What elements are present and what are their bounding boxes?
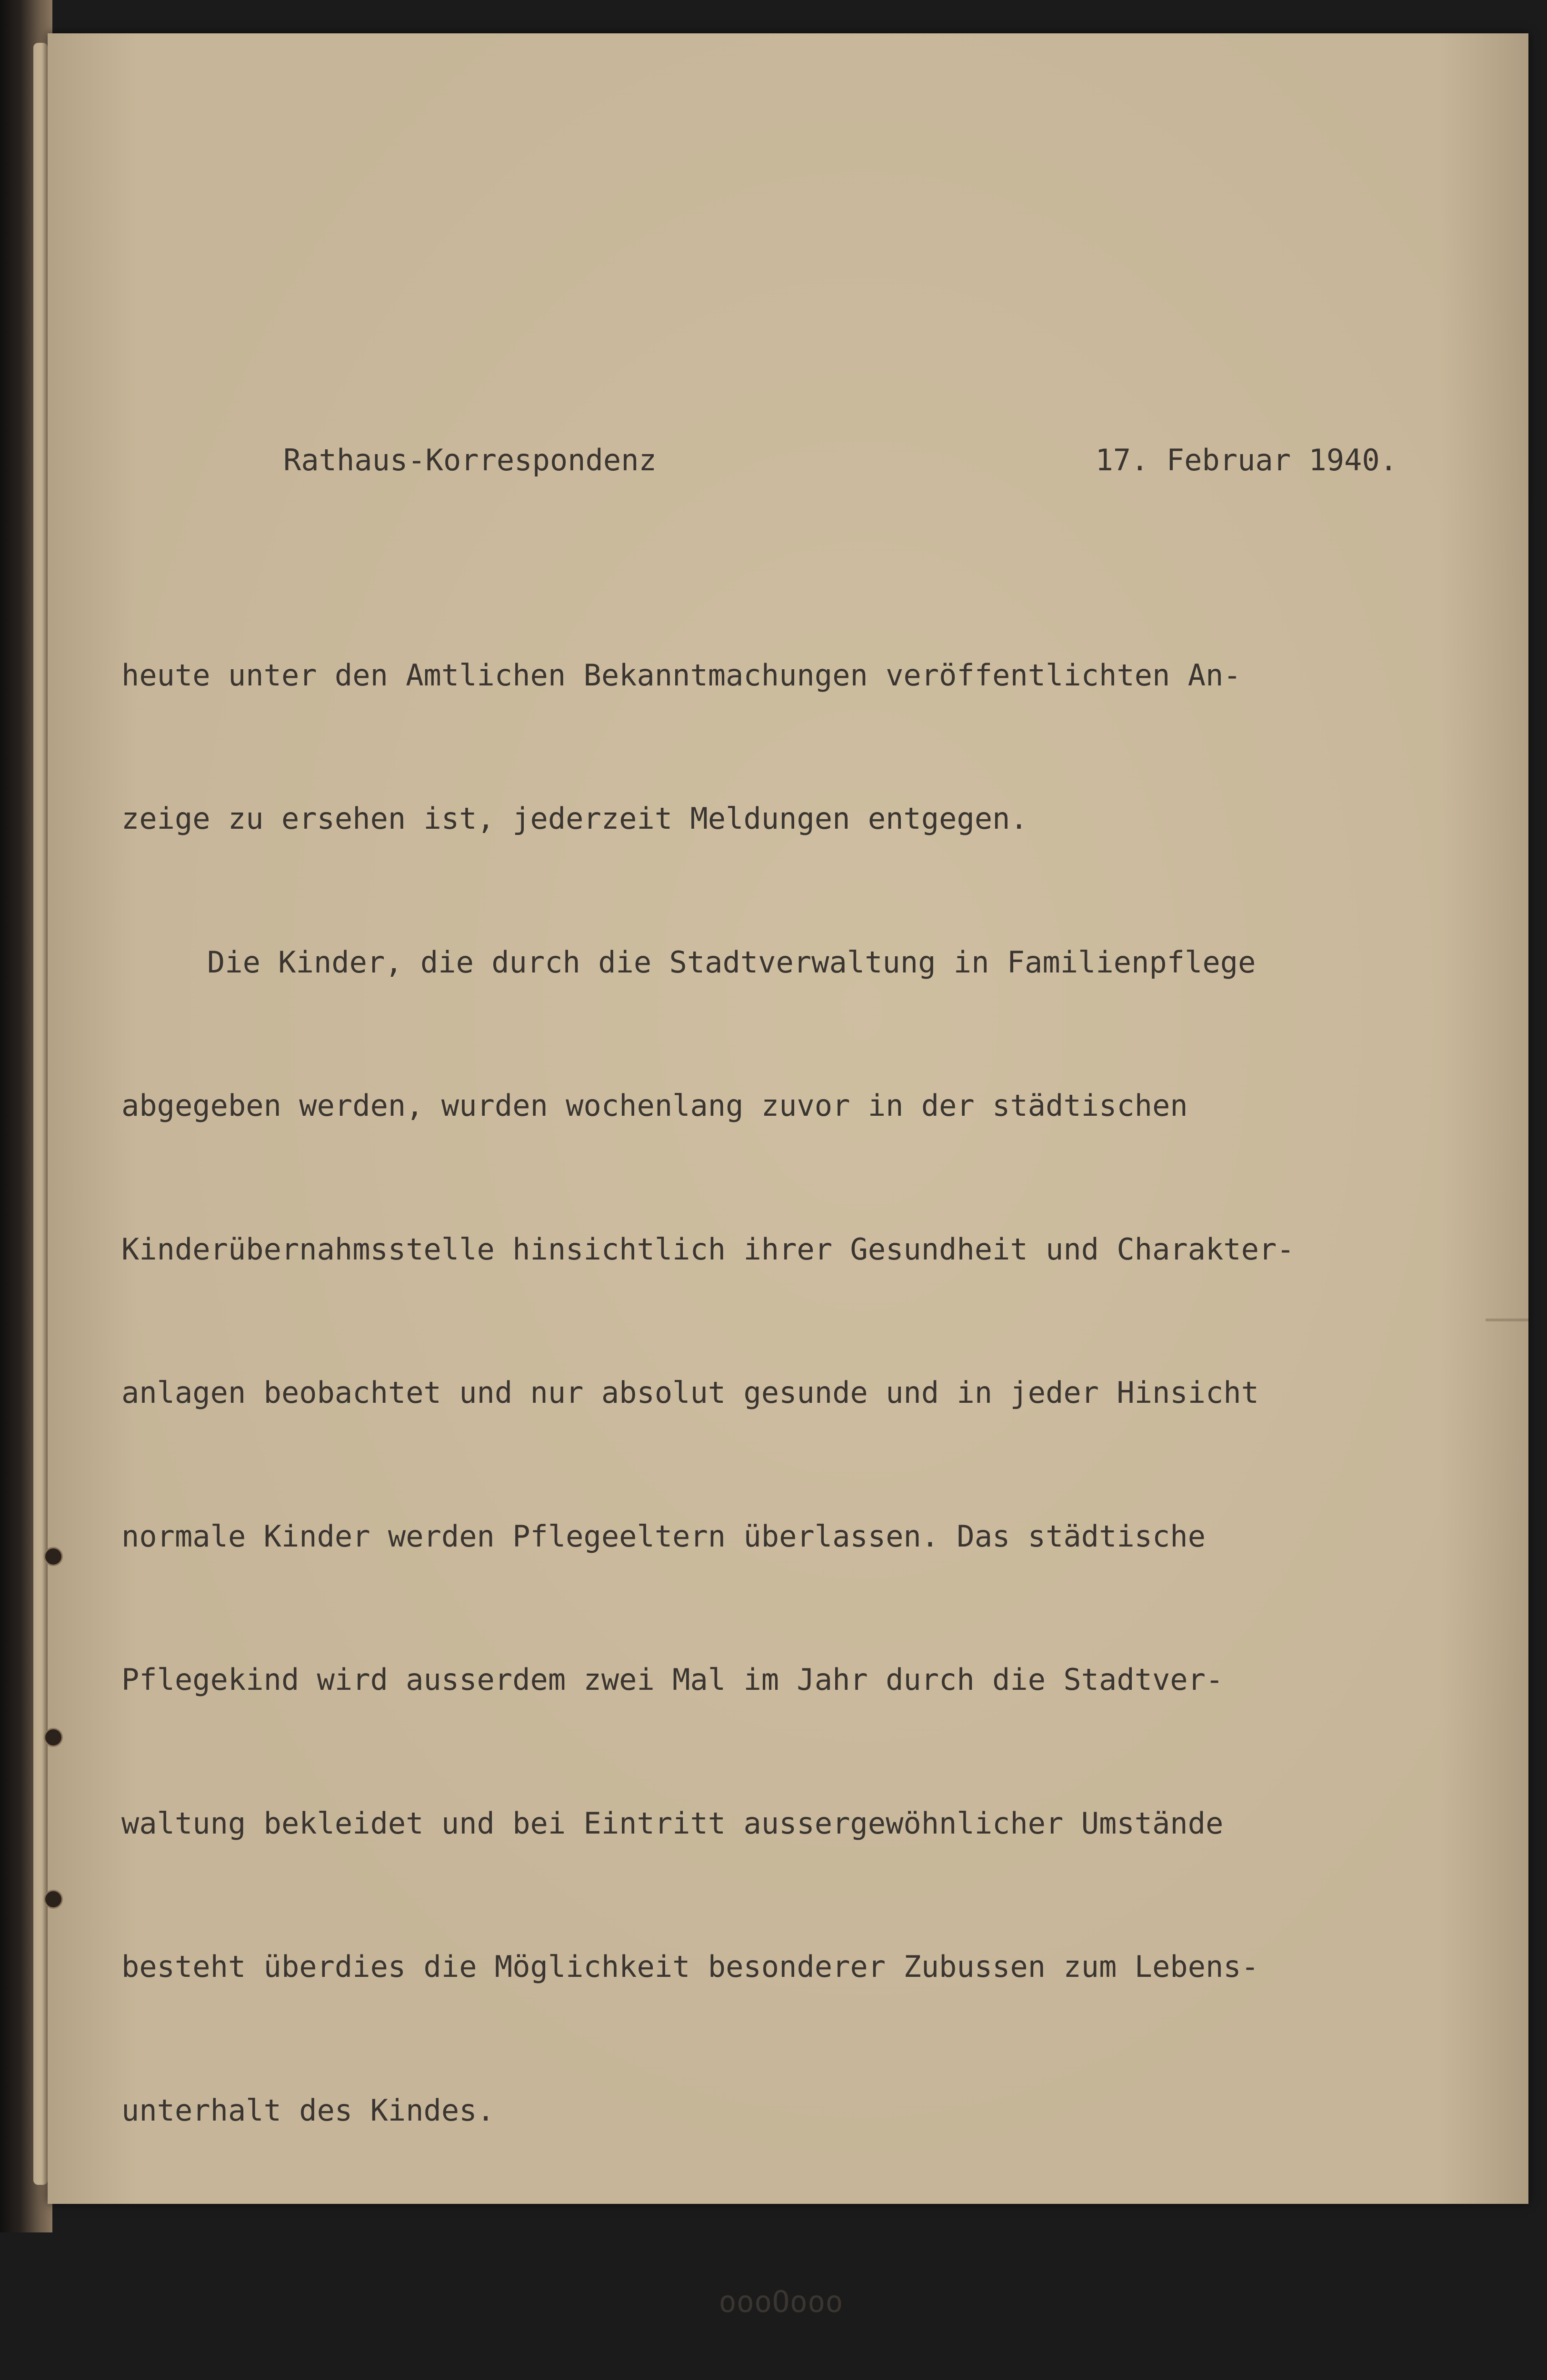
text-line: Pflegekind wird ausserdem zwei Mal im Jahr durch die Stadtver- — [121, 1662, 1224, 1697]
text-line: heute unter den Amtlichen Bekanntmachungen veröffentlichten An- — [121, 657, 1241, 693]
binding-hole — [44, 1547, 63, 1566]
binding-hole — [44, 1728, 63, 1747]
text-line: unterhalt des Kindes. — [121, 2092, 495, 2128]
previous-page-edge — [33, 43, 48, 2185]
publication-name: Rathaus-Korrespondenz — [283, 442, 657, 477]
text-line: abgegeben werden, wurden wochenlang zuvor in der städtischen — [121, 1088, 1188, 1123]
text-line: normale Kinder werden Pflegeeltern überlassen. Das städtische — [121, 1518, 1206, 1554]
typewritten-text — [121, 293, 1478, 2380]
text-line: zeige zu ersehen ist, jederzeit Meldungen entgegen. — [121, 801, 1028, 836]
section-separator: oooOooo — [719, 2284, 843, 2319]
binding-hole — [44, 1890, 63, 1909]
text-line: anlagen beobachtet und nur absolut gesunde und in jeder Hinsicht — [121, 1375, 1259, 1410]
text-line: besteht überdies die Möglichkeit besonderer Zubussen zum Lebens- — [121, 1949, 1259, 1984]
text-line: Kinderübernahmsstelle hinsichtlich ihrer Gesundheit und Charakter- — [121, 1231, 1295, 1267]
text-line: waltung bekleidet und bei Eintritt aussergewöhnlicher Umstände — [121, 1805, 1224, 1841]
page-fold-mark — [1486, 1319, 1528, 1321]
header-date: 17. Februar 1940. — [1095, 442, 1397, 477]
document-page — [48, 33, 1528, 2319]
page-header — [121, 436, 1478, 485]
text-line: Die Kinder, die durch die Stadtverwaltung in Familienpflege — [207, 944, 1256, 980]
